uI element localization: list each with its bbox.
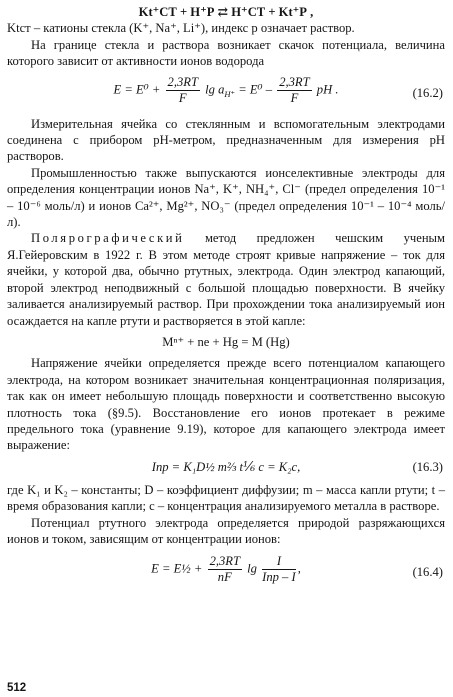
paragraph-measuring-cell: Измерительная ячейка со стеклянным и вспомогательным электродами соединена с прибором pH-метром, предназначенным для измерения pH растворов. xyxy=(7,116,445,164)
reaction-glass-exchange: Kt⁺СТ + H⁺Р ⇄ H⁺СТ + Kt⁺Р , xyxy=(138,5,314,19)
eq162-ph: pH . xyxy=(316,82,339,97)
eq162-fraction-1 xyxy=(166,75,200,106)
polarographic-term: Полярографический xyxy=(31,231,185,246)
page-content xyxy=(7,4,445,593)
paragraph-cell-voltage: Напряжение ячейки определяется прежде всего потенциалом капающего электрода, на котором возникает значительная концентрационная поляризация, так как он имеет небольшую площадь поверхности и соответственно высокую плотность тока (§9.5). Восстановление его ионов протекает в режиме предельного тока (уравнение 9.19), которое для капающего электрода имеет выражение: xyxy=(7,356,445,453)
eq164-frac1-bottom: nF xyxy=(217,570,232,585)
eq162-fraction-2 xyxy=(277,75,311,106)
eq164-lg: lg xyxy=(247,561,257,576)
eq164-fraction-2 xyxy=(262,554,296,585)
eq162-log-term: lg a xyxy=(205,82,225,97)
eq162-equals: = E⁰ – xyxy=(238,82,273,97)
eq163-body: Iпр = K₁D½ m⅔ t⅙ c = K₂c, xyxy=(151,459,301,474)
eq164-frac2-top: I xyxy=(262,554,296,570)
eq164-end: , xyxy=(297,561,301,576)
paragraph-polarographic xyxy=(7,230,445,328)
eq162-frac1-top: 2,3RT xyxy=(167,74,198,89)
page-number: 512 xyxy=(7,682,27,694)
eq162-frac1-bottom: F xyxy=(178,90,187,105)
eq164-frac1-top: 2,3RT xyxy=(209,554,241,569)
eq162-frac2-bottom: F xyxy=(290,90,299,105)
paragraph-where: где K₁ и K₂ – константы; D – коэффициент диффузии; m – масса капли ртути; t – время образования капли; c – концентрация анализируемого металла в растворе. xyxy=(7,482,445,514)
eq162-frac2-top: 2,3RT xyxy=(279,74,310,89)
eq162-number: (16.2) xyxy=(412,85,443,100)
eq162-log-subscript: H⁺ xyxy=(224,88,236,99)
equation-16-4 xyxy=(7,550,445,590)
reaction-mercury: Mⁿ⁺ + ne + Hg = M (Hg) xyxy=(162,334,290,349)
paragraph-ion-selective: Промышленностью также выпускаются ионселективные электроды для определения концентрации ионов Na⁺, K⁺, NH₄⁺, Cl⁻ (предел определения 10⁻¹ – 10⁻⁶ моль/л) и ионов Ca²⁺, Mg²⁺, NO₃⁻ (предел определения 10⁻¹ – 10⁻⁴ моль/л). xyxy=(7,165,445,230)
equation-16-2 xyxy=(7,73,445,113)
eq162-lhs: E = E⁰ + xyxy=(113,82,161,97)
paragraph-mercury-potential: Потенциал ртутного электрода определяется природой разряжающихся ионов и током, зависящим от концентрации ионов: xyxy=(7,515,445,546)
eq164-number: (16.4) xyxy=(412,565,443,580)
eq164-lhs: E = E½ + xyxy=(151,561,203,576)
equation-16-3 xyxy=(7,457,445,479)
polarographic-text: метод предложен чешским ученым Я.Гейеровским в 1922 г. В этом методе строят кривые напряжение – ток для ячейки, у которой два, обычно ртутных, электрода. Один электрод капающий, второй электрод неподвижный с большой площадью поверхности. В ячейку заливается анализируемый раствор. При прохождении тока анализируемый ион осаждается на капле ртути и растворяется в этой капле: xyxy=(7,231,445,328)
eq164-frac2-bottom: Iпр – I xyxy=(262,570,296,585)
paragraph-boundary: На границе стекла и раствора возникает скачок потенциала, величина которого зависит от активности ионов водорода xyxy=(7,37,445,69)
paragraph-kt-definition: Ktст – катионы стекла (K⁺, Na⁺, Li⁺), индекс р означает раствор. xyxy=(7,21,355,36)
eq163-number: (16.3) xyxy=(412,459,443,474)
eq164-fraction-1 xyxy=(208,554,242,585)
